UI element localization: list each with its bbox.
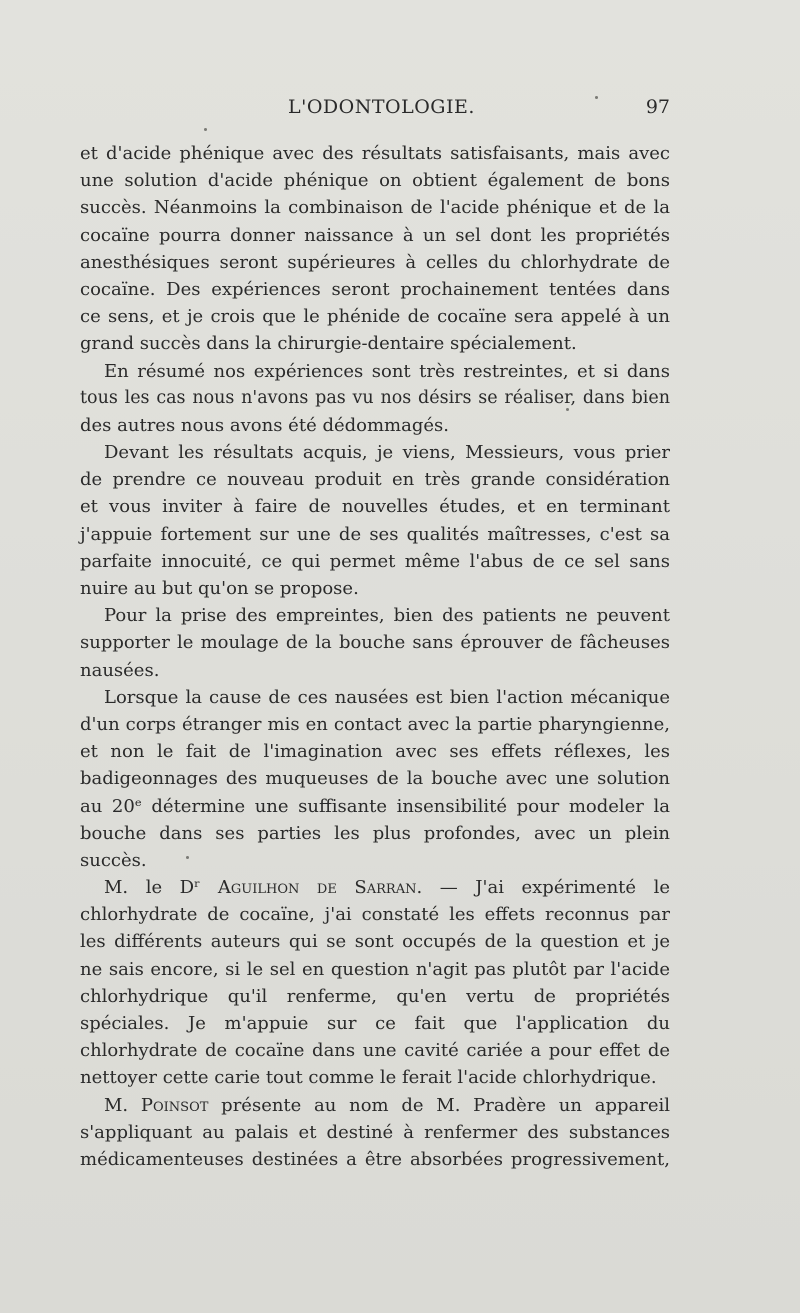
text-line: les différents auteurs qui se sont occupés de la question et je [80,931,670,953]
text-line: de prendre ce nouveau produit en très grande considération [80,469,670,491]
text-line: ce sens, et je crois que le phénide de cocaïne sera appelé à un [80,306,670,328]
text-line: s'appliquant au palais et destiné à renfermer des substances [80,1121,670,1143]
paper-speck [204,128,207,131]
text-line: et d'acide phénique avec des résultats satisfaisants, mais avec [80,143,670,164]
speaker-line [80,1092,670,1119]
text-line: badigeonnages des muqueuses de la bouche avec une solution [80,768,670,790]
text-line: et non le fait de l'imagination avec ses effets réflexes, les [80,741,670,763]
paragraph-start: Lorsque la cause de ces nausées est bien l'action mécanique [104,686,670,708]
body-text [80,140,670,1173]
text-line: j'appuie fortement sur une de ses qualités maîtresses, c'est sa [80,523,670,545]
text-line: succès. [80,849,147,871]
paragraph-start: En résumé nos expériences sont très restreintes, et si dans [104,360,670,382]
text-line: cocaïne. Des expériences seront prochainement tentées dans [80,278,670,300]
text-line: parfaite innocuité, ce qui permet même l'abus de ce sel sans [80,550,670,572]
speaker-name: Poinsot [140,1094,209,1116]
text-line: succès. Néanmoins la combinaison de l'acide phénique et de la [80,197,670,219]
page-number: 97 [645,96,670,118]
text-line: chlorhydrate de cocaïne, j'ai constaté les effets reconnus par [80,904,670,926]
speaker-text: — J'ai expérimenté le [439,877,670,899]
paragraph-start: Devant les résultats acquis, je viens, Messieurs, vous prier [104,442,670,464]
text-line: bouche dans ses parties les plus profondes, avec un plein [80,822,670,844]
paragraph-start: Pour la prise des empreintes, bien des patients ne peuvent [104,605,670,627]
text-line: ne sais encore, si le sel en question n'agit pas plutôt par l'acide [80,958,670,980]
speaker-name: Aguilhon de Sarran. [217,877,423,899]
paper-speck [566,408,569,411]
text-line: nuire au but qu'on se propose. [80,578,359,599]
text-line: nausées. [80,659,160,681]
text-line: chlorhydrate de cocaïne dans une cavité cariée a pour effet de [80,1040,670,1062]
text-line: supporter le moulage de la bouche sans éprouver de fâcheuses [80,632,670,654]
speaker-prefix: M. le Dʳ [104,877,201,899]
paper-speck [186,856,189,859]
text-line: grand succès dans la chirurgie-dentaire spécialement. [80,333,577,355]
text-line: au 20ᵉ détermine une suffisante insensibilité pour modeler la [80,795,670,817]
text-line: tous les cas nous n'avons pas vu nos désirs se réaliser, dans bien [80,387,670,408]
text-line: nettoyer cette carie tout comme le ferait l'acide chlorhydrique. [80,1067,657,1089]
text-line: d'un corps étranger mis en contact avec la partie pharyngienne, [80,713,670,735]
running-title: L'ODONTOLOGIE. [288,96,475,118]
paper-speck [595,96,598,99]
text-line: cocaïne pourra donner naissance à un sel dont les propriétés [80,224,670,246]
text-line: anesthésiques seront supérieures à celles du chlorhydrate de [80,251,670,273]
speaker-text: présente au nom de M. Pradère un appareil [221,1094,670,1116]
text-line: spéciales. Je m'appuie sur ce fait que l'application du [80,1013,670,1034]
speaker-prefix: M. [104,1094,129,1116]
text-line: une solution d'acide phénique on obtient également de bons [80,170,670,192]
text-line: et vous inviter à faire de nouvelles études, et en terminant [80,496,670,518]
speaker-line [80,874,670,901]
text-line: médicamenteuses destinées a être absorbées progressivement, [80,1148,670,1170]
text-line: des autres nous avons été dédommagés. [80,414,449,436]
text-line: chlorhydrique qu'il renferme, qu'en vertu de propriétés [80,985,670,1007]
page-header [80,96,670,126]
